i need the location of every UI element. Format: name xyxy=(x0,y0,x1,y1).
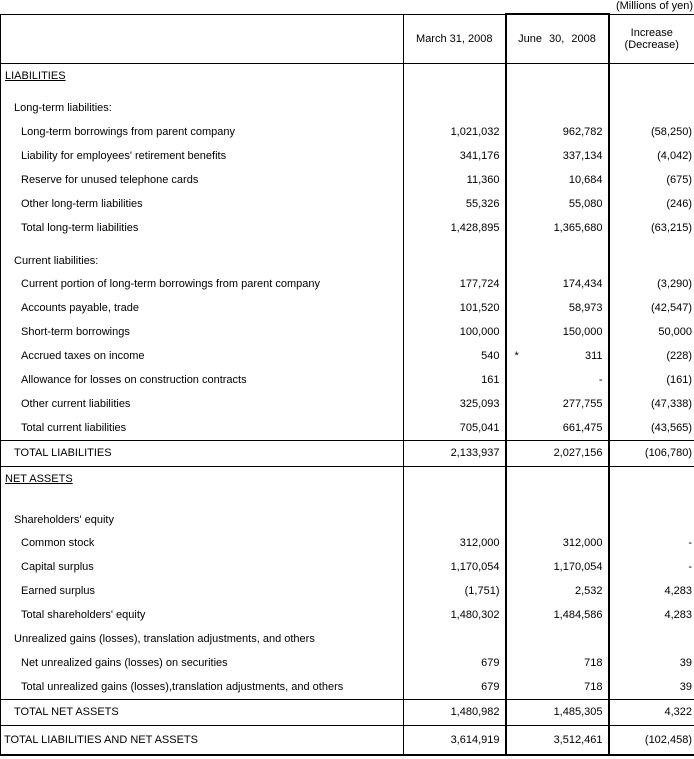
row-label-cell xyxy=(1,368,404,392)
row-label-cell xyxy=(1,392,404,416)
value-increase: 50,000 xyxy=(658,326,692,338)
value-june-cell xyxy=(506,675,609,699)
value-increase: - xyxy=(688,561,692,573)
value-increase-cell xyxy=(609,416,694,440)
value-increase-cell xyxy=(609,579,694,603)
value-june-cell xyxy=(506,627,609,651)
value-june: 1,485,305 xyxy=(553,706,603,718)
table-body xyxy=(1,63,694,755)
value-march: 177,724 xyxy=(459,278,500,290)
value-march: 705,041 xyxy=(459,421,500,434)
row-label: Liability for employees' retirement benefits xyxy=(21,150,227,162)
value-march-cell xyxy=(404,531,506,555)
value-june: 337,134 xyxy=(562,150,603,162)
value-june: - xyxy=(598,374,603,386)
value-increase-cell xyxy=(609,555,694,579)
value-june-cell xyxy=(506,120,609,144)
col-header-increase-line2: (Decrease) xyxy=(624,38,679,51)
row-label: Accrued taxes on income xyxy=(21,350,145,362)
table-row xyxy=(1,96,694,120)
value-increase-cell xyxy=(609,499,694,531)
value-march-cell xyxy=(404,368,506,392)
row-label-cell xyxy=(1,499,404,531)
value-increase: 4,322 xyxy=(664,706,692,718)
value-march-cell xyxy=(404,499,506,531)
value-march: 3,614,919 xyxy=(450,733,500,746)
col-header-empty xyxy=(1,14,404,63)
value-increase-cell xyxy=(609,192,694,216)
value-march: 101,520 xyxy=(459,302,500,314)
row-label: Total current liabilities xyxy=(21,421,127,434)
value-june: 312,000 xyxy=(562,537,603,549)
value-increase-cell xyxy=(609,603,694,627)
value-june: 1,484,586 xyxy=(553,609,603,621)
value-march: 2,133,937 xyxy=(450,447,500,459)
row-label-cell xyxy=(1,579,404,603)
value-march: 11,360 xyxy=(466,174,500,186)
value-march: 1,021,032 xyxy=(450,126,500,138)
value-june-cell xyxy=(506,699,609,725)
row-label: Unrealized gains (losses), translation adjustments, and others xyxy=(14,633,315,645)
value-june-cell xyxy=(506,168,609,192)
row-label: Common stock xyxy=(21,537,95,549)
row-label-cell xyxy=(1,192,404,216)
row-label: Total long-term liabilities xyxy=(21,222,139,234)
value-june: 718 xyxy=(584,657,603,669)
value-march: 679 xyxy=(481,680,500,693)
row-label-cell xyxy=(1,466,404,499)
row-label: Accounts payable, trade xyxy=(21,302,140,314)
value-increase: (246) xyxy=(666,198,692,210)
row-label-cell xyxy=(1,344,404,368)
value-increase: 4,283 xyxy=(664,609,692,621)
table-row xyxy=(1,651,694,675)
value-increase: 39 xyxy=(679,657,692,669)
table-row xyxy=(1,192,694,216)
row-label: Shareholders' equity xyxy=(14,514,114,526)
row-label: Allowance for losses on construction contracts xyxy=(21,374,247,386)
value-march: 1,428,895 xyxy=(450,222,500,234)
value-increase-cell xyxy=(609,320,694,344)
row-label-cell xyxy=(1,699,404,725)
value-june-cell xyxy=(506,216,609,240)
table-row xyxy=(1,344,694,368)
value-march: 1,480,982 xyxy=(450,706,500,718)
table-row xyxy=(1,120,694,144)
value-increase: 39 xyxy=(679,680,692,693)
value-increase: (47,338) xyxy=(651,398,692,410)
value-increase-cell xyxy=(609,240,694,272)
value-march: 540 xyxy=(481,350,500,362)
value-june: 1,365,680 xyxy=(553,222,603,234)
row-label: Net unrealized gains (losses) on securities xyxy=(21,657,228,669)
value-march-cell xyxy=(404,240,506,272)
value-increase-cell xyxy=(609,440,694,466)
value-march: 100,000 xyxy=(459,326,500,338)
value-march-cell xyxy=(404,699,506,725)
header-row xyxy=(1,14,694,63)
row-label-cell xyxy=(1,296,404,320)
value-march-cell xyxy=(404,603,506,627)
value-march-cell xyxy=(404,144,506,168)
value-increase-cell xyxy=(609,96,694,120)
value-june-cell xyxy=(506,603,609,627)
table-row xyxy=(1,579,694,603)
value-increase-cell xyxy=(609,368,694,392)
value-june-cell xyxy=(506,555,609,579)
value-march-cell xyxy=(404,555,506,579)
row-label: TOTAL LIABILITIES AND NET ASSETS xyxy=(4,733,198,746)
value-increase: (675) xyxy=(666,174,692,186)
value-march-cell xyxy=(404,296,506,320)
value-march-cell xyxy=(404,320,506,344)
value-increase: (42,547) xyxy=(651,302,692,314)
col-header-june-label: June 30, 2008 xyxy=(518,32,596,45)
table-row xyxy=(1,272,694,296)
value-june-cell xyxy=(506,296,609,320)
value-june: 311 xyxy=(584,350,603,362)
table-row xyxy=(1,725,694,755)
value-march: 1,480,302 xyxy=(450,609,500,621)
table-row xyxy=(1,499,694,531)
row-label-cell xyxy=(1,651,404,675)
value-increase-cell xyxy=(609,296,694,320)
row-label: Current liabilities: xyxy=(14,255,99,267)
table-row xyxy=(1,699,694,725)
value-june-cell xyxy=(506,651,609,675)
row-label-cell xyxy=(1,440,404,466)
value-june-cell xyxy=(506,392,609,416)
table-row xyxy=(1,416,694,440)
value-june: 3,512,461 xyxy=(553,733,603,746)
value-june-cell xyxy=(506,579,609,603)
value-march: 325,093 xyxy=(459,398,500,410)
table-row xyxy=(1,216,694,240)
value-june: 962,782 xyxy=(562,126,603,138)
value-march-cell xyxy=(404,63,506,96)
value-increase-cell xyxy=(609,63,694,96)
value-increase: (161) xyxy=(666,374,692,386)
row-label: Capital surplus xyxy=(21,561,94,573)
value-june-cell xyxy=(506,440,609,466)
value-march-cell xyxy=(404,216,506,240)
col-header-march-31-2008 xyxy=(404,14,506,63)
row-label: Reserve for unused telephone cards xyxy=(21,174,199,186)
value-increase-cell xyxy=(609,216,694,240)
value-june: 10,684 xyxy=(568,174,603,186)
value-march-cell xyxy=(404,725,506,755)
row-label-cell xyxy=(1,627,404,651)
row-label-cell xyxy=(1,144,404,168)
table-row xyxy=(1,63,694,96)
value-june: 174,434 xyxy=(562,278,603,290)
value-march-cell xyxy=(404,675,506,699)
value-march: 312,000 xyxy=(459,537,500,549)
value-increase: (58,250) xyxy=(651,126,692,138)
value-june-cell xyxy=(506,63,609,96)
table-row xyxy=(1,368,694,392)
value-march-cell xyxy=(404,168,506,192)
row-label: Long-term liabilities: xyxy=(14,102,112,114)
table-row xyxy=(1,440,694,466)
value-june-cell xyxy=(506,368,609,392)
value-june: 277,755 xyxy=(562,398,603,410)
value-increase-cell xyxy=(609,344,694,368)
row-label-cell xyxy=(1,240,404,272)
table-row xyxy=(1,555,694,579)
table-header xyxy=(1,14,694,63)
value-march-cell xyxy=(404,579,506,603)
units-note: (Millions of yen) xyxy=(615,0,693,12)
value-june: 661,475 xyxy=(562,421,603,434)
value-increase: (228) xyxy=(666,350,692,362)
value-increase-cell xyxy=(609,699,694,725)
value-increase: 4,283 xyxy=(664,585,692,597)
value-june-cell xyxy=(506,240,609,272)
row-label-cell xyxy=(1,555,404,579)
table-row xyxy=(1,144,694,168)
row-label: Total unrealized gains (losses),translation adjustments, and others xyxy=(21,680,344,693)
value-increase: (63,215) xyxy=(651,222,692,234)
row-label-cell xyxy=(1,531,404,555)
value-increase-cell xyxy=(609,651,694,675)
value-march: 55,326 xyxy=(465,198,500,210)
value-june: 718 xyxy=(584,680,603,693)
row-label: Short-term borrowings xyxy=(21,326,130,338)
row-label: Long-term borrowings from parent company xyxy=(21,126,235,138)
value-june: 55,080 xyxy=(568,198,603,210)
col-header-june-30-2008 xyxy=(506,14,609,63)
table-row xyxy=(1,240,694,272)
table-row xyxy=(1,296,694,320)
value-increase-cell xyxy=(609,120,694,144)
row-label: Other long-term liabilities xyxy=(21,198,143,210)
row-label-cell xyxy=(1,603,404,627)
row-label-cell xyxy=(1,675,404,699)
col-header-increase-decrease xyxy=(609,14,694,63)
row-label: Earned surplus xyxy=(21,585,95,597)
row-label: NET ASSETS xyxy=(5,472,73,485)
value-march-cell xyxy=(404,466,506,499)
table-row xyxy=(1,627,694,651)
table-row xyxy=(1,675,694,699)
value-increase-cell xyxy=(609,392,694,416)
value-increase: - xyxy=(688,537,692,549)
value-march-cell xyxy=(404,192,506,216)
row-label-cell xyxy=(1,63,404,96)
table-row xyxy=(1,603,694,627)
value-march: 679 xyxy=(481,657,500,669)
value-march-cell xyxy=(404,627,506,651)
value-increase-cell xyxy=(609,272,694,296)
value-june-cell xyxy=(506,96,609,120)
value-june-cell xyxy=(506,466,609,499)
value-june: 58,973 xyxy=(568,302,603,314)
value-march-cell xyxy=(404,96,506,120)
value-march-cell xyxy=(404,651,506,675)
row-label: TOTAL LIABILITIES xyxy=(14,447,112,459)
value-june-cell xyxy=(506,344,609,368)
value-march-cell xyxy=(404,440,506,466)
value-june-cell xyxy=(506,192,609,216)
value-increase-cell xyxy=(609,466,694,499)
table-row xyxy=(1,392,694,416)
row-label-cell xyxy=(1,416,404,440)
value-increase-cell xyxy=(609,168,694,192)
row-label-cell xyxy=(1,168,404,192)
value-increase: (3,290) xyxy=(657,278,692,290)
table-row xyxy=(1,168,694,192)
row-label-cell xyxy=(1,96,404,120)
row-label-cell xyxy=(1,320,404,344)
value-march-cell xyxy=(404,272,506,296)
value-june-cell xyxy=(506,320,609,344)
row-label-cell xyxy=(1,725,404,755)
value-increase: (43,565) xyxy=(651,421,692,434)
row-label-cell xyxy=(1,120,404,144)
row-label: Other current liabilities xyxy=(21,398,131,410)
row-label: Current portion of long-term borrowings from parent company xyxy=(21,278,320,290)
value-increase-cell xyxy=(609,675,694,699)
value-june-cell xyxy=(506,725,609,755)
value-june-cell xyxy=(506,416,609,440)
value-june: 150,000 xyxy=(562,326,603,338)
value-increase-cell xyxy=(609,725,694,755)
row-label-cell xyxy=(1,272,404,296)
value-june-cell xyxy=(506,531,609,555)
table-row xyxy=(1,320,694,344)
balance-sheet-table xyxy=(0,13,694,756)
asterisk-marker: * xyxy=(514,350,519,362)
row-label: TOTAL NET ASSETS xyxy=(14,706,119,718)
value-march-cell xyxy=(404,416,506,440)
col-header-increase-line1: Increase xyxy=(630,26,673,39)
value-march: (1,751) xyxy=(464,585,500,597)
value-june: 2,532 xyxy=(574,585,603,597)
value-increase-cell xyxy=(609,144,694,168)
value-june-cell xyxy=(506,272,609,296)
value-increase-cell xyxy=(609,627,694,651)
row-label: LIABILITIES xyxy=(5,69,66,82)
value-june: 2,027,156 xyxy=(553,447,603,459)
value-march-cell xyxy=(404,392,506,416)
row-label: Total shareholders' equity xyxy=(21,609,146,621)
row-label-cell xyxy=(1,216,404,240)
value-march: 1,170,054 xyxy=(450,561,500,573)
value-march-cell xyxy=(404,120,506,144)
value-june-cell xyxy=(506,144,609,168)
value-increase: (102,458) xyxy=(644,733,692,746)
table-row xyxy=(1,531,694,555)
value-increase-cell xyxy=(609,531,694,555)
value-march: 161 xyxy=(481,374,500,386)
value-increase: (106,780) xyxy=(644,447,692,459)
table-row xyxy=(1,466,694,499)
value-june: 1,170,054 xyxy=(553,561,603,573)
value-march-cell xyxy=(404,344,506,368)
col-header-march-label: March 31, 2008 xyxy=(416,32,493,45)
value-increase: (4,042) xyxy=(657,150,692,162)
value-march: 341,176 xyxy=(459,150,500,162)
value-june-cell xyxy=(506,499,609,531)
